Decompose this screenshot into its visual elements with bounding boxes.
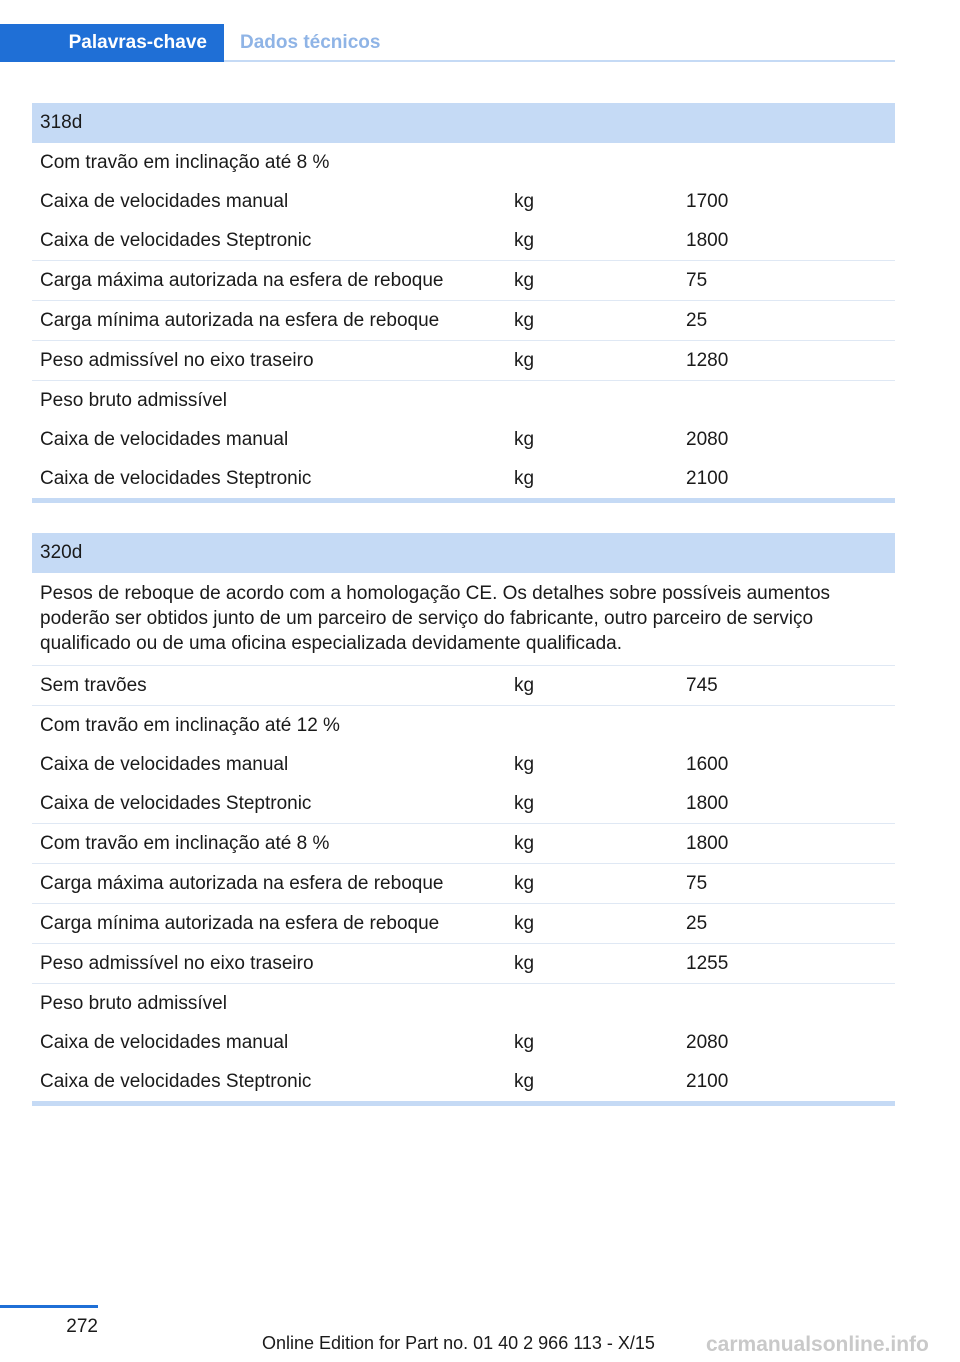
row-unit: kg: [514, 349, 535, 371]
row-unit: kg: [514, 467, 535, 489]
table-row: [32, 984, 895, 1023]
row-value: 1800: [686, 792, 729, 814]
row-unit: kg: [514, 1031, 535, 1053]
row-unit: kg: [514, 872, 535, 894]
page-number-rule: [0, 1305, 98, 1308]
table-row: [32, 182, 895, 221]
row-label: Caixa de velocidades Steptronic: [40, 467, 312, 489]
page-number: 272: [66, 1316, 98, 1337]
table-row: [32, 944, 895, 984]
row-value: 25: [686, 912, 708, 934]
table-row: [32, 864, 895, 904]
row-value: 2100: [686, 1070, 729, 1092]
row-label: Carga mínima autorizada na esfera de reboque: [40, 309, 440, 331]
table-header: [32, 533, 895, 573]
table-footer-rule: [32, 1101, 895, 1106]
row-unit: kg: [514, 1070, 535, 1092]
row-label: Caixa de velocidades manual: [40, 1031, 289, 1053]
page-header: [0, 24, 895, 62]
table-row: [32, 666, 895, 706]
edition-line: Online Edition for Part no. 01 40 2 966 113 - X/15: [262, 1333, 655, 1353]
spec-table-320d: [32, 533, 895, 1106]
header-rule: [224, 60, 895, 62]
table-row: [32, 221, 895, 261]
table-note: Pesos de reboque de acordo com a homologação CE. Os detalhes sobre possíveis aumentos poderão ser obtidos junto de um parceiro de serviço do fabricante, outro parceiro de serviço qualificado ou de uma oficina especializada devidamente qualificada.: [32, 573, 895, 666]
table-footer-rule: [32, 498, 895, 503]
row-unit: kg: [514, 753, 535, 775]
row-label: Caixa de velocidades Steptronic: [40, 229, 312, 251]
table-title: 320d: [40, 542, 83, 563]
row-unit: kg: [514, 309, 535, 331]
row-value: 25: [686, 309, 708, 331]
row-unit: kg: [514, 229, 535, 251]
row-value: 745: [686, 674, 718, 696]
table-title: 318d: [40, 112, 83, 133]
row-label: Caixa de velocidades manual: [40, 753, 289, 775]
row-unit: kg: [514, 190, 535, 212]
row-value: 2080: [686, 1031, 729, 1053]
header-tab-keywords[interactable]: Palavras-chave: [0, 24, 224, 62]
row-unit: kg: [514, 912, 535, 934]
table-row: [32, 904, 895, 944]
row-value: 1800: [686, 229, 729, 251]
row-label: Peso bruto admissível: [40, 389, 227, 411]
table-row: [32, 420, 895, 459]
row-unit: kg: [514, 832, 535, 854]
row-unit: kg: [514, 792, 535, 814]
row-value: 1700: [686, 190, 729, 212]
table-row: [32, 381, 895, 420]
table-row: [32, 459, 895, 498]
table-row: [32, 745, 895, 784]
spec-table-318d: [32, 103, 895, 503]
row-label: Caixa de velocidades manual: [40, 190, 289, 212]
row-label: Peso bruto admissível: [40, 992, 227, 1014]
row-value: 1800: [686, 832, 729, 854]
row-unit: kg: [514, 428, 535, 450]
row-unit: kg: [514, 952, 535, 974]
row-label: Com travão em inclinação até 12 %: [40, 714, 340, 736]
row-label: Peso admissível no eixo traseiro: [40, 349, 314, 371]
row-value: 1255: [686, 952, 729, 974]
row-value: 75: [686, 872, 708, 894]
table-row: [32, 301, 895, 341]
table-row: [32, 784, 895, 824]
row-value: 2100: [686, 467, 729, 489]
row-value: 1600: [686, 753, 729, 775]
row-label: Carga mínima autorizada na esfera de reboque: [40, 912, 440, 934]
table-row: [32, 824, 895, 864]
table-row: [32, 706, 895, 745]
table-row: [32, 143, 895, 182]
table-row: [32, 1062, 895, 1101]
row-label: Caixa de velocidades Steptronic: [40, 1070, 312, 1092]
row-label: Com travão em inclinação até 8 %: [40, 151, 330, 173]
table-row: [32, 261, 895, 301]
row-label: Caixa de velocidades manual: [40, 428, 289, 450]
row-label: Sem travões: [40, 674, 147, 696]
header-tab-technical-data[interactable]: Dados técnicos: [240, 32, 381, 53]
table-row: [32, 341, 895, 381]
table-header: [32, 103, 895, 143]
row-value: 75: [686, 269, 708, 291]
row-value: 1280: [686, 349, 729, 371]
row-unit: kg: [514, 269, 535, 291]
row-unit: kg: [514, 674, 535, 696]
row-label: Caixa de velocidades Steptronic: [40, 792, 312, 814]
row-value: 2080: [686, 428, 729, 450]
row-label: Carga máxima autorizada na esfera de reboque: [40, 872, 444, 894]
row-label: Com travão em inclinação até 8 %: [40, 832, 330, 854]
row-label: Peso admissível no eixo traseiro: [40, 952, 314, 974]
row-label: Carga máxima autorizada na esfera de reboque: [40, 269, 444, 291]
watermark: carmanualsonline.info: [706, 1333, 929, 1356]
table-row: [32, 1023, 895, 1062]
